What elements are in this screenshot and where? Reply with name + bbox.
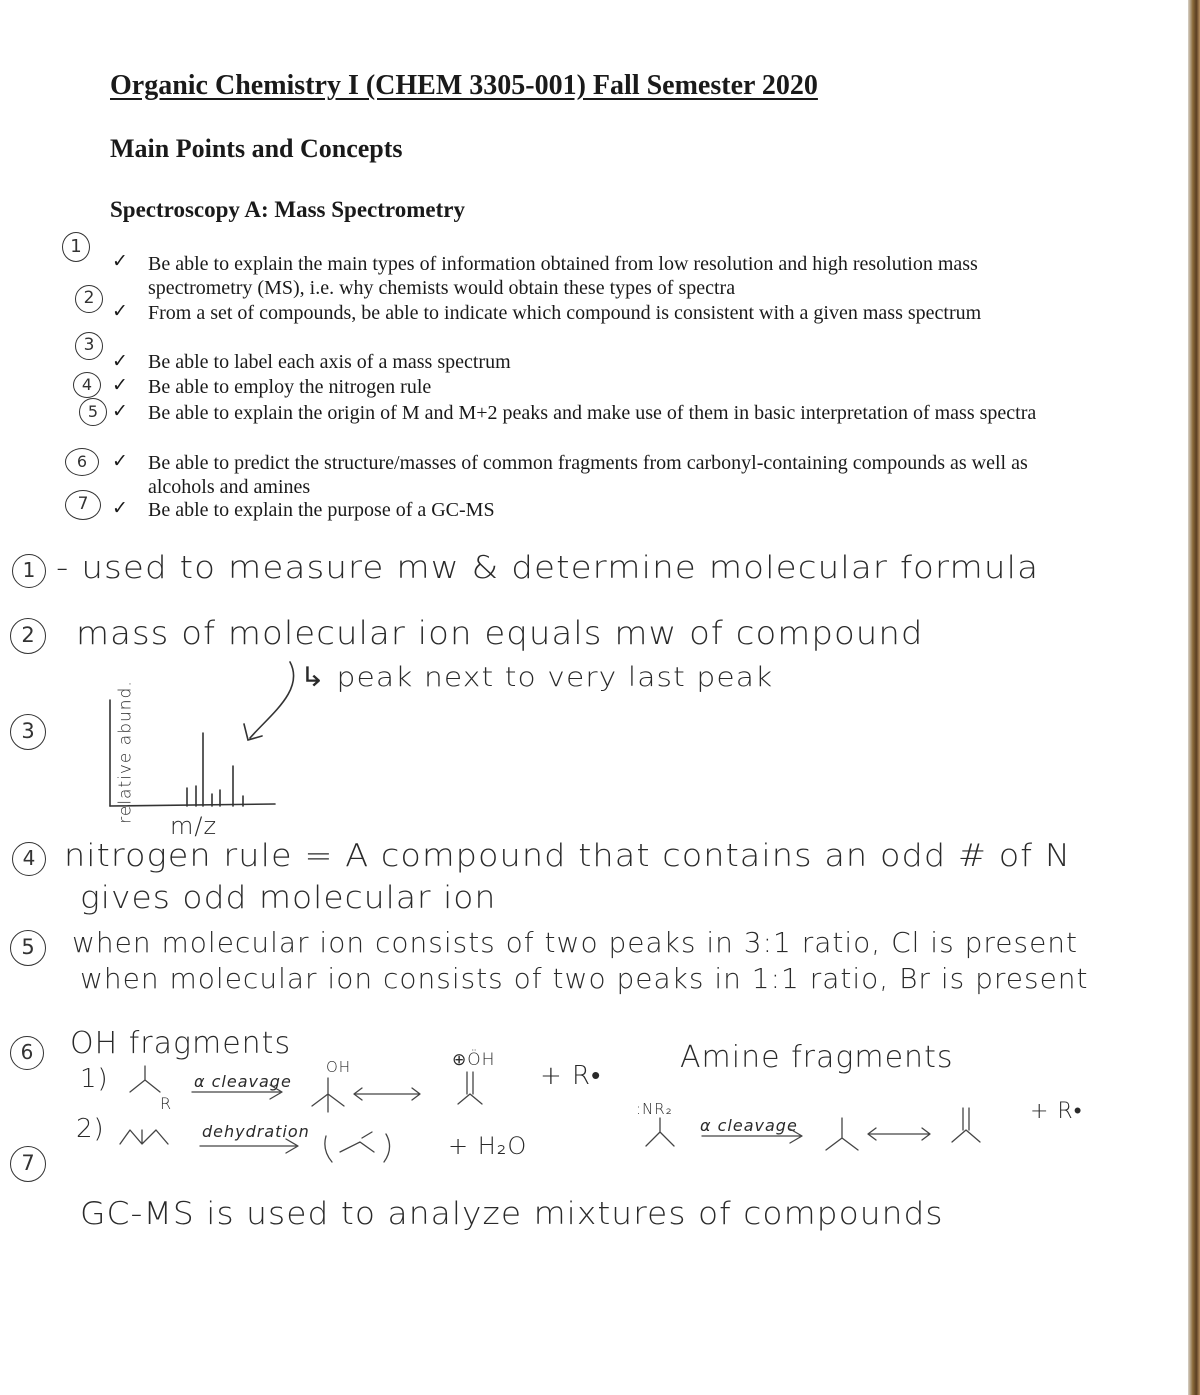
note-6-r-label: R <box>160 1094 173 1113</box>
margin-number-6: 6 <box>65 448 99 476</box>
note-6-dehydration-label: dehydration <box>202 1122 310 1141</box>
skeletal-bond <box>312 1078 344 1112</box>
note-7: GC-MS is used to analyze mixtures of compounds <box>80 1196 944 1232</box>
sketch-y-label: relative abund. <box>115 680 136 824</box>
note-number-6: 6 <box>10 1036 44 1070</box>
resonance-arrow <box>868 1128 930 1140</box>
page-title: Organic Chemistry I (CHEM 3305-001) Fall Semester 2020 <box>110 70 818 101</box>
note-number-4: 4 <box>12 842 46 876</box>
check-icon: ✓ <box>112 401 128 422</box>
sketch-x-label: m/z <box>170 812 218 840</box>
learning-point: From a set of compounds, be able to indicate which compound is consistent with a given mass spectrum <box>148 302 982 324</box>
section-heading: Spectroscopy A: Mass Spectrometry <box>110 197 465 222</box>
page-subtitle: Main Points and Concepts <box>110 134 403 163</box>
note-6-amine-alpha-cleavage-label: α cleavage <box>700 1116 798 1135</box>
reaction-arrow <box>200 1139 298 1153</box>
note-6-amine-title: Amine fragments <box>680 1040 954 1075</box>
skeletal-bond <box>120 1130 168 1144</box>
note-4-line1: nitrogen rule = A compound that contains an odd # of N <box>64 838 1072 874</box>
note-number-1: 1 <box>12 554 46 588</box>
alkene-sketch <box>325 1132 390 1162</box>
note-6-item1-label: 1) <box>80 1064 109 1094</box>
note-6-item2-label: 2) <box>76 1114 105 1144</box>
check-icon: ✓ <box>112 251 128 272</box>
margin-number-7: 7 <box>65 490 101 520</box>
note-number-5: 5 <box>10 930 46 966</box>
check-icon: ✓ <box>112 375 128 396</box>
note-5-line2: when molecular ion consists of two peaks in 1:1 ratio, Br is present <box>80 962 1089 995</box>
margin-number-5: 5 <box>79 398 107 426</box>
skeletal-bond <box>952 1108 980 1142</box>
note-number-7: 7 <box>10 1146 46 1182</box>
note-1: - used to measure mw & determine molecular formula <box>56 550 1040 586</box>
learning-point: Be able to employ the nitrogen rule <box>148 376 432 398</box>
note-6-oxonium-label: ⊕ÖH <box>452 1050 496 1070</box>
skeletal-bond <box>130 1066 160 1092</box>
note-6-alpha-cleavage-label: α cleavage <box>194 1072 292 1091</box>
check-icon: ✓ <box>112 498 128 519</box>
note-6-amine-nr2-label: :NR₂ <box>636 1100 673 1118</box>
skeletal-bond <box>646 1118 674 1146</box>
note-6-oh-title: OH fragments <box>70 1026 292 1061</box>
check-icon: ✓ <box>112 351 128 372</box>
learning-point: Be able to label each axis of a mass spectrum <box>148 351 511 373</box>
learning-point: Be able to explain the purpose of a GC-MS <box>148 499 495 521</box>
note-number-2: 2 <box>10 618 46 654</box>
note-number-3: 3 <box>10 714 46 750</box>
note-2: mass of molecular ion equals mw of compound <box>76 614 924 652</box>
note-5-line1: when molecular ion consists of two peaks in 3:1 ratio, Cl is present <box>72 926 1079 959</box>
note-6-oh-label: OH <box>326 1058 352 1076</box>
note-6-plus-water: + H₂O <box>448 1132 528 1160</box>
margin-number-2: 2 <box>75 285 103 313</box>
note-3-arrow-text: ↳ peak next to very last peak <box>300 662 774 693</box>
learning-point: Be able to explain the origin of M and M+2 peaks and make use of them in basic interpretation of mass spectra <box>148 402 1037 424</box>
check-icon: ✓ <box>112 451 128 472</box>
margin-number-1: 1 <box>62 232 90 262</box>
note-6-amine-plus-radical: + R• <box>1030 1099 1083 1124</box>
reaction-arrow <box>702 1129 802 1143</box>
margin-number-4: 4 <box>73 372 101 398</box>
resonance-arrow <box>354 1088 420 1100</box>
margin-number-3: 3 <box>75 332 103 360</box>
learning-point: Be able to predict the structure/masses of common fragments from carbonyl-containing compounds as well as alcohols and amines <box>148 452 1028 498</box>
skeletal-bond <box>826 1118 858 1150</box>
reaction-arrow <box>192 1085 282 1099</box>
note-6-plus-radical: + R• <box>540 1061 602 1091</box>
skeletal-bond <box>458 1072 482 1104</box>
note-4-line2: gives odd molecular ion <box>80 880 497 916</box>
check-icon: ✓ <box>112 301 128 322</box>
learning-point: Be able to explain the main types of information obtained from low resolution and high resolution mass spectrometry (MS), i.e. why chemists would obtain these types of spectra <box>148 253 978 299</box>
